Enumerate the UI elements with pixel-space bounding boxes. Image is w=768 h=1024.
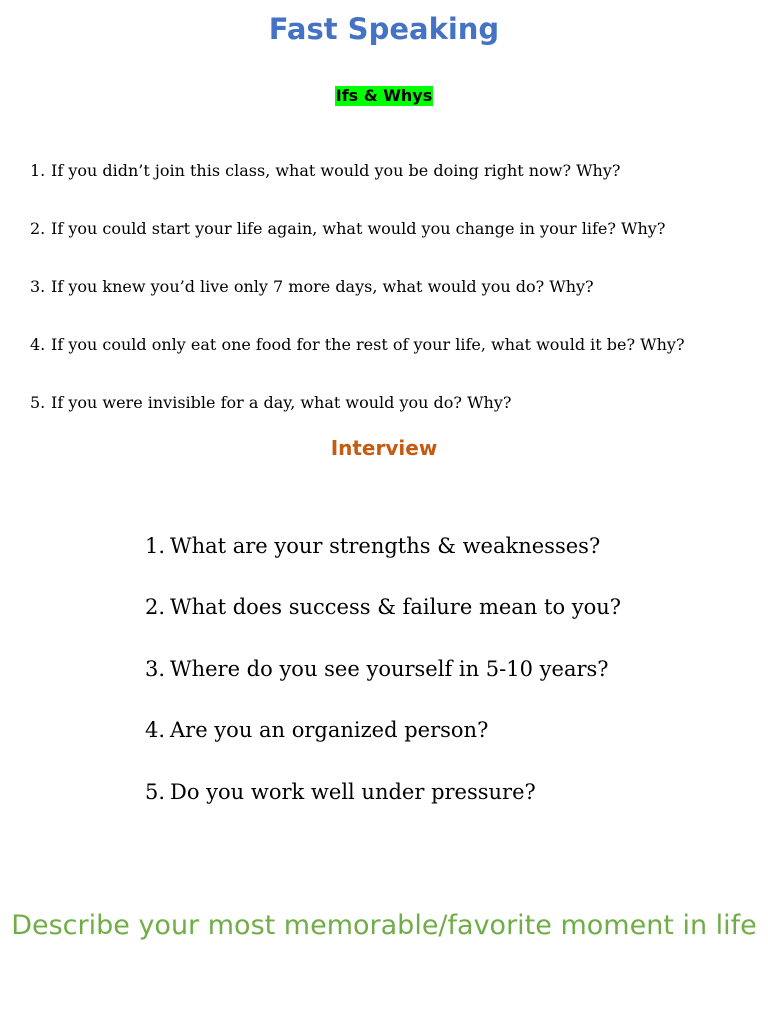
interview-question-number: 3. xyxy=(145,657,166,681)
ifs-question-number: 4. xyxy=(30,335,46,354)
interview-question-text: What are your strengths & weaknesses? xyxy=(170,534,601,558)
interview-question-text: Are you an organized person? xyxy=(170,718,489,742)
interview-question-text: Where do you see yourself in 5-10 years? xyxy=(170,657,609,681)
ifs-question-text: If you were invisible for a day, what would you do? Why? xyxy=(51,393,512,412)
interview-question-item xyxy=(145,777,745,807)
ifs-question-number: 3. xyxy=(30,277,46,296)
interview-question-item xyxy=(145,592,745,622)
interview-question-number: 5. xyxy=(145,780,166,804)
interview-question-item xyxy=(145,531,745,561)
ifs-question-item xyxy=(30,332,750,358)
page-title: Fast Speaking xyxy=(268,12,500,46)
ifs-question-number: 1. xyxy=(30,161,46,180)
footer-prompt: Describe your most memorable/favorite moment in life xyxy=(11,910,757,941)
interview-heading: Interview xyxy=(330,436,438,460)
interview-question-item xyxy=(145,715,745,745)
ifs-question-text: If you could only eat one food for the rest of your life, what would it be? Why? xyxy=(51,335,685,354)
subtitle-ifs-whys: Ifs & Whys xyxy=(335,86,433,105)
interview-question-text: What does success & failure mean to you? xyxy=(170,595,622,619)
ifs-question-number: 2. xyxy=(30,219,46,238)
ifs-question-number: 5. xyxy=(30,393,46,412)
interview-question-text: Do you work well under pressure? xyxy=(170,780,536,804)
ifs-question-item xyxy=(30,216,750,242)
interview-question-item xyxy=(145,654,745,684)
interview-question-number: 2. xyxy=(145,595,166,619)
ifs-question-item xyxy=(30,274,750,300)
ifs-question-text: If you could start your life again, what would you change in your life? Why? xyxy=(51,219,666,238)
interview-question-number: 1. xyxy=(145,534,166,558)
ifs-question-item xyxy=(30,390,750,416)
subtitle-container xyxy=(0,86,768,106)
ifs-question-text: If you knew you’d live only 7 more days, what would you do? Why? xyxy=(51,277,594,296)
ifs-question-text: If you didn’t join this class, what would you be doing right now? Why? xyxy=(51,161,621,180)
ifs-question-item xyxy=(30,158,750,184)
interview-question-number: 4. xyxy=(145,718,166,742)
